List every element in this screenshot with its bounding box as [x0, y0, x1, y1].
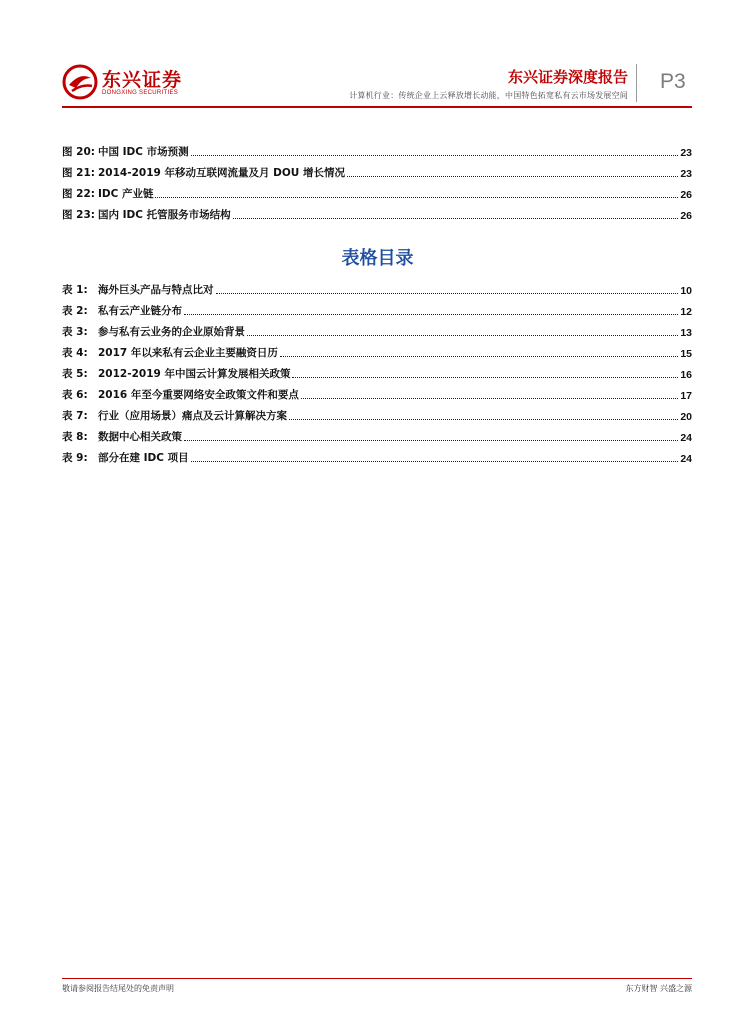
entry-label: 表 7: — [62, 410, 88, 422]
logo-english-name: DONGXING SECURITIES — [102, 90, 179, 96]
dot-leader — [347, 176, 678, 177]
entry-page: 12 — [680, 306, 692, 318]
entry-title: 行业（应用场景）痛点及云计算解决方案 — [98, 410, 287, 422]
dot-leader — [289, 419, 678, 420]
toc-entry-table-6[interactable] — [62, 381, 692, 402]
entry-title: 2014-2019 年移动互联网流量及月 DOU 增长情况 — [98, 167, 345, 179]
entry-title: 数据中心相关政策 — [98, 431, 182, 443]
dot-leader — [216, 293, 679, 294]
toc-entry-table-9[interactable] — [62, 444, 692, 465]
company-logo — [62, 64, 202, 104]
entry-page: 24 — [680, 432, 692, 444]
toc-entry-table-3[interactable] — [62, 318, 692, 339]
tables-section-title: 表格目录 — [341, 248, 414, 269]
dongxing-logo-icon — [62, 64, 98, 100]
page-number: P3 — [660, 70, 686, 93]
dot-leader — [280, 356, 678, 357]
entry-page: 26 — [680, 189, 692, 201]
footer-slogan: 东方财智 兴盛之源 — [625, 984, 692, 993]
entry-label: 表 1: — [62, 284, 88, 296]
entry-page: 10 — [680, 285, 692, 297]
report-subtitle: 计算机行业：传统企业上云释放增长动能，中国特色拓宽私有云市场发展空间 — [349, 91, 628, 100]
header-divider — [636, 64, 637, 102]
toc-entry-table-2[interactable] — [62, 297, 692, 318]
dot-leader — [184, 314, 678, 315]
entry-page: 17 — [680, 390, 692, 402]
entry-title: 国内 IDC 托管服务市场结构 — [98, 209, 231, 221]
entry-title: 2017 年以来私有云企业主要融资日历 — [98, 347, 278, 359]
entry-label: 图 22: — [62, 188, 95, 200]
footer-disclaimer: 敬请参阅报告结尾处的免责声明 — [62, 984, 174, 993]
entry-label: 表 3: — [62, 326, 88, 338]
dot-leader — [191, 155, 679, 156]
dot-leader — [292, 377, 678, 378]
entry-title: 2016 年至今重要网络安全政策文件和要点 — [98, 389, 299, 401]
footer-rule — [62, 978, 692, 979]
dot-leader — [233, 218, 679, 219]
report-title: 东兴证券深度报告 — [507, 68, 628, 86]
toc-entry-figure-22[interactable] — [62, 180, 692, 201]
entry-label: 表 9: — [62, 452, 88, 464]
entry-label: 表 4: — [62, 347, 88, 359]
dot-leader — [247, 335, 678, 336]
entry-title: 海外巨头产品与特点比对 — [98, 284, 214, 296]
entry-title: 部分在建 IDC 项目 — [98, 452, 189, 464]
entry-page: 23 — [680, 147, 692, 159]
entry-page: 16 — [680, 369, 692, 381]
dot-leader — [191, 461, 679, 462]
entry-label: 表 8: — [62, 431, 88, 443]
toc-entry-table-1[interactable] — [62, 276, 692, 297]
entry-title: 中国 IDC 市场预测 — [98, 146, 189, 158]
entry-label: 表 5: — [62, 368, 88, 380]
toc-entry-figure-21[interactable] — [62, 159, 692, 180]
entry-page: 15 — [680, 348, 692, 360]
entry-title: 2012-2019 年中国云计算发展相关政策 — [98, 368, 291, 380]
entry-title: IDC 产业链 — [98, 188, 154, 200]
logo-chinese-name: 东兴证券 — [102, 69, 183, 91]
dot-leader — [155, 197, 678, 198]
entry-title: 私有云产业链分布 — [98, 305, 182, 317]
entry-page: 26 — [680, 210, 692, 222]
toc-entry-table-5[interactable] — [62, 360, 692, 381]
table-list — [62, 276, 692, 465]
figure-list — [62, 138, 692, 222]
toc-entry-table-7[interactable] — [62, 402, 692, 423]
entry-label: 图 21: — [62, 167, 95, 179]
toc-entry-table-8[interactable] — [62, 423, 692, 444]
entry-page: 23 — [680, 168, 692, 180]
entry-label: 图 23: — [62, 209, 95, 221]
toc-entry-figure-20[interactable] — [62, 138, 692, 159]
entry-title: 参与私有云业务的企业原始背景 — [98, 326, 245, 338]
header-rule — [62, 106, 692, 108]
entry-page: 24 — [680, 453, 692, 465]
entry-label: 图 20: — [62, 146, 95, 158]
dot-leader — [301, 398, 678, 399]
entry-page: 13 — [680, 327, 692, 339]
entry-page: 20 — [680, 411, 692, 423]
dot-leader — [184, 440, 678, 441]
entry-label: 表 6: — [62, 389, 88, 401]
entry-label: 表 2: — [62, 305, 88, 317]
toc-entry-figure-23[interactable] — [62, 201, 692, 222]
toc-entry-table-4[interactable] — [62, 339, 692, 360]
